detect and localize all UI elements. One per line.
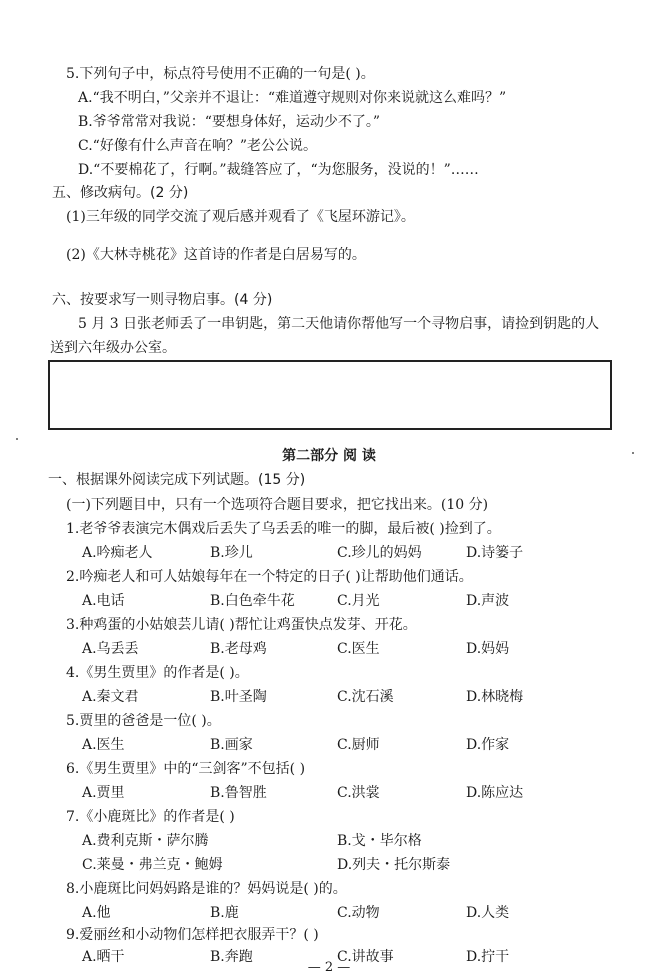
option-d: D.妈妈	[466, 641, 510, 657]
q5-option-c: C.“好像有什么声音在响？”老公公说。	[78, 138, 317, 154]
q5-stem: 5.下列句子中，标点符号使用不正确的一句是( )。	[66, 66, 375, 82]
option-d: D.陈应达	[466, 785, 524, 801]
option-a: A.他	[82, 905, 111, 921]
option-a: A.吟痴老人	[82, 545, 153, 561]
question-stem: 5.贾里的爸爸是一位( )。	[66, 713, 221, 729]
option-b: B.老母鸡	[210, 641, 267, 657]
option-c: C.沈石溪	[337, 689, 394, 705]
reading-subtitle: (一)下列题目中，只有一个选项符合题目要求，把它找出来。(10 分)	[66, 497, 489, 513]
option-b: B.奔跑	[210, 949, 253, 965]
option-a: A.秦文君	[82, 689, 139, 705]
option-c: C.珍儿的妈妈	[337, 545, 422, 561]
section5-item-2: (2)《大林寺桃花》这首诗的作者是白居易写的。	[66, 247, 366, 263]
option-d: D.诗篓子	[466, 545, 524, 561]
part2-title: 第二部分 阅 读	[282, 448, 376, 464]
section6-line-2: 送到六年级办公室。	[50, 340, 176, 356]
option-d: D.作家	[466, 737, 510, 753]
scan-speck	[16, 438, 18, 440]
option-b: B.画家	[210, 737, 253, 753]
option-a: A.电话	[82, 593, 125, 609]
section5-item-1: (1)三年级的同学交流了观后感并观看了《飞屋环游记》。	[66, 209, 415, 225]
question-stem: 2.吟痴老人和可人姑娘每年在一个特定的日子( )让帮助他们通话。	[66, 569, 473, 585]
option-b: B.戈・毕尔格	[337, 833, 422, 849]
notice-answer-box[interactable]	[48, 360, 612, 430]
option-c: C.医生	[337, 641, 380, 657]
section6-title: 六、按要求写一则寻物启事。(4 分)	[52, 292, 273, 308]
option-b: B.珍儿	[210, 545, 253, 561]
option-d: D.列夫・托尔斯泰	[337, 857, 451, 873]
question-stem: 9.爱丽丝和小动物们怎样把衣服弄干？( )	[66, 927, 319, 943]
option-a: A.乌丢丢	[82, 641, 139, 657]
reading-title: 一、根据课外阅读完成下列试题。(15 分)	[48, 472, 306, 488]
option-d: D.人类	[466, 905, 510, 921]
q5-option-b: B.爷爷常常对我说：“要想身体好，运动少不了。”	[78, 114, 381, 130]
question-stem: 3.种鸡蛋的小姑娘芸儿请( )帮忙让鸡蛋快点发芽、开花。	[66, 617, 417, 633]
option-b: B.叶圣陶	[210, 689, 267, 705]
q5-option-d: D.“不要棉花了，行啊。”裁缝答应了，“为您服务，没说的！”……	[78, 162, 479, 178]
question-stem: 7.《小鹿斑比》的作者是( )	[66, 809, 235, 825]
option-b: B.鲁智胜	[210, 785, 267, 801]
option-a: A.晒干	[82, 949, 125, 965]
q5-option-a: A.“我不明白，”父亲并不退让：“难道遵守规则对你来说就这么难吗？”	[78, 90, 507, 106]
option-c: C.莱曼・弗兰克・鲍姆	[82, 857, 223, 873]
question-stem: 4.《男生贾里》的作者是( )。	[66, 665, 249, 681]
option-b: B.鹿	[210, 905, 239, 921]
option-d: D.林晓梅	[466, 689, 524, 705]
option-d: D.拧干	[466, 949, 510, 965]
question-stem: 1.老爷爷表演完木偶戏后丢失了乌丢丢的唯一的脚，最后被( )捡到了。	[66, 521, 501, 537]
option-c: C.洪裳	[337, 785, 380, 801]
section6-line-1: 5 月 3 日张老师丢了一串钥匙，第二天他请你帮他写一个寻物启事，请捡到钥匙的人	[78, 316, 600, 332]
page-number: — 2 —	[307, 960, 351, 975]
question-stem: 6.《男生贾里》中的“三剑客”不包括( )	[66, 761, 306, 777]
option-c: C.厨师	[337, 737, 380, 753]
option-a: A.贾里	[82, 785, 125, 801]
scan-speck	[632, 452, 634, 454]
option-c: C.讲故事	[337, 949, 394, 965]
option-a: A.费利克斯・萨尔腾	[82, 833, 209, 849]
option-c: C.月光	[337, 593, 380, 609]
question-stem: 8.小鹿斑比问妈妈路是谁的？妈妈说是( )的。	[66, 881, 347, 897]
option-c: C.动物	[337, 905, 380, 921]
section5-title: 五、修改病句。(2 分)	[52, 185, 189, 201]
option-d: D.声波	[466, 593, 510, 609]
option-b: B.白色牵牛花	[210, 593, 295, 609]
option-a: A.医生	[82, 737, 125, 753]
